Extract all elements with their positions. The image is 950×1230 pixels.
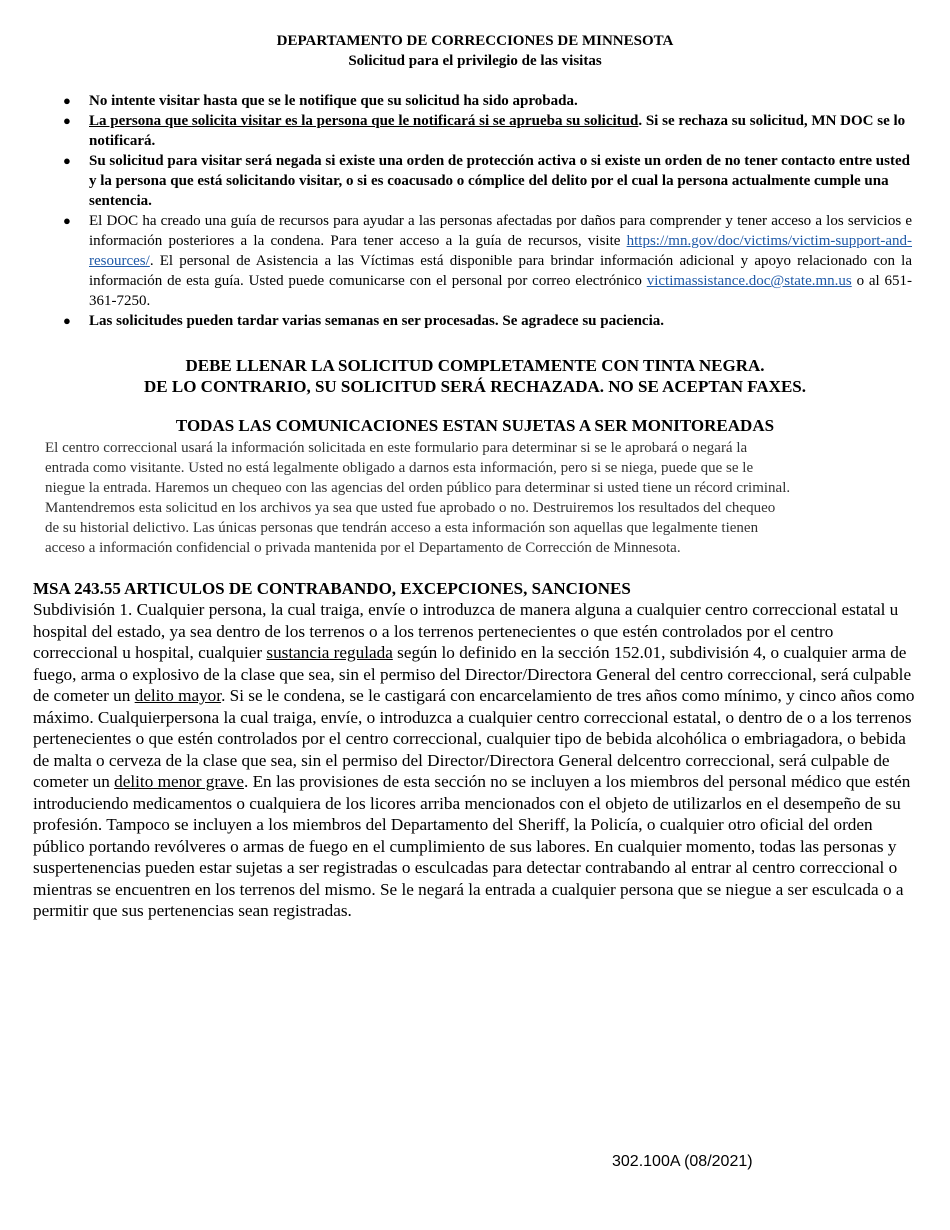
statute-segment: . Si se le condena, se le castigará con encarcelamiento de tres años como mínimo, y cinco años como máximo. Cualquierpersona la cual traiga, envíe, o introduzca a cualquier centro correccional estatal, o dentro de o a los terrenos pertenecientes o que estén controlados por el centro correccional, cualquier tipo de bebida alcohólica o embriagadora, o bebida de malta o cerveza de la clase que sea, sin el permiso del Director/Directora General delcentro correccional, será culpable de cometer un (33, 686, 915, 791)
bullet-icon: ● (63, 93, 71, 108)
bullet-icon: ● (63, 213, 71, 228)
list-item (60, 111, 912, 151)
bullet-text: El DOC ha creado una guía de recursos para ayudar a las personas afectadas por daños para comprender y tener acceso a los servicios e información posteriores a la condena. Para tener acceso a la guía de recursos, visite (89, 213, 912, 249)
form-number: 302.100A (08/2021) (612, 1153, 753, 1170)
bullet-text: . Si se rechaza su solicitud, MN DOC se lo notificará. (89, 113, 906, 149)
form-title: Solicitud para el privilegio de las visitas (348, 53, 602, 69)
list-item (60, 311, 912, 331)
instructions-list (60, 91, 912, 331)
notice-line: de su historial delictivo. Las únicas personas que tendrán acceso a esta información son aquellas que legalmente tienen (45, 520, 759, 536)
bullet-icon: ● (63, 313, 71, 328)
statute-title: MSA 243.55 ARTICULOS DE CONTRABANDO, EXCEPCIONES, SANCIONES (33, 579, 631, 598)
black-ink-warning (0, 355, 950, 397)
resources-guide-link[interactable]: https://mn.gov/doc/victims/victim-support-and-resources/ (89, 233, 913, 269)
bullet-text: Su solicitud para visitar será negada si existe una orden de protección activa o si existe un orden de no tener contacto entre usted y la persona que está solicitando visitar, o si es coacusado o cómplice del delito por el cual la persona actualmente cumple una sentencia. (89, 153, 910, 209)
document-header (0, 31, 950, 71)
bullet-text: No intente visitar hasta que se le notifique que su solicitud ha sido aprobada. (89, 93, 578, 109)
gross-misdemeanor-term: delito menor grave (114, 772, 244, 791)
department-title: DEPARTAMENTO DE CORRECCIONES DE MINNESOTA (276, 33, 674, 49)
monitoring-title: TODAS LAS COMUNICACIONES ESTAN SUJETAS A SER MONITOREADAS (175, 416, 775, 435)
warning-line: DE LO CONTRARIO, SU SOLICITUD SERÁ RECHAZADA. NO SE ACEPTAN FAXES. (143, 377, 806, 396)
felony-term: delito mayor (134, 686, 222, 705)
notice-line: acceso a información confidencial o privada mantenida por el Departamento de Corrección de Minnesota. (45, 540, 681, 556)
statute-segment: según lo definido en la sección 152.01, subdivisión 4, o cualquier arma de fuego, arma o explosivo de la clase que sea, sin el permiso del Director/Directora General del centro correccional, será culpable de cometer un (33, 643, 912, 705)
bullet-text: o al 651-361-7250. (89, 273, 912, 309)
victim-assistance-email-link[interactable]: victimassistance.doc@state.mn.us (646, 273, 852, 289)
bullet-icon: ● (63, 153, 71, 168)
warning-line: DEBE LLENAR LA SOLICITUD COMPLETAMENTE CON TINTA NEGRA. (185, 356, 765, 375)
statute-segment: Subdivisión 1. Cualquier persona, la cual traiga, envíe o introduzca de manera alguna a cualquier centro correccional estatal u hospital del estado, ya sea dentro de los terrenos o a los terrenos pertenecientes o que estén controlados por el centro correccional u hospital, cualquier (33, 600, 899, 662)
notice-line: El centro correccional usará la información solicitada en este formulario para determinar si se le aprobará o negará la (45, 440, 748, 456)
statute-text (33, 599, 915, 922)
list-item (60, 151, 912, 211)
notice-line: niegue la entrada. Haremos un chequeo con las agencias del orden público para determinar si usted tiene un récord criminal. (45, 480, 791, 496)
notice-line: entrada como visitante. Usted no está legalmente obligado a darnos esta información, pero si se niega, puede que se le (45, 460, 754, 476)
list-item (60, 91, 912, 111)
bullet-icon: ● (63, 113, 71, 128)
monitoring-notice (45, 438, 915, 558)
list-item (60, 211, 912, 311)
bullet-text-underlined: La persona que solicita visitar es la persona que le notificará si se aprueba su solicitud (89, 113, 639, 129)
controlled-substance-term: sustancia regulada (266, 643, 393, 662)
bullet-text: . El personal de Asistencia a las Víctimas está disponible para brindar información adicional y apoyo relacionado con la información de esta guía. Usted puede comunicarse con el personal por correo electrónico (89, 253, 912, 289)
notice-line: Mantendremos esta solicitud en los archivos ya sea que usted fue aprobado o no. Destruiremos los resultados del chequeo (45, 500, 776, 516)
bullet-text: Las solicitudes pueden tardar varias semanas en ser procesadas. Se agradece su paciencia. (89, 313, 665, 329)
statute-segment: . En las provisiones de esta sección no se incluyen a los miembros del personal médico que estén introduciendo medicamentos o cualquiera de los licores arriba mencionados con el objeto de utilizarlos en el desempeño de su profesión. Tampoco se incluyen a los miembros del Departamento del Sheriff, la Policía, o cualquier otro oficial del orden público portando revólveres o armas de fuego en el cumplimiento de sus labores. En cualquier momento, todas las personas y suspertenencias pueden estar sujetas a ser registradas o esculcadas para detectar contrabando al entrar al centro correccional o mientras se encuentren en los terrenos del mismo. Se le negará la entrada a cualquier persona que se niegue a ser esculcada o a permitir que sus pertenencias sean registradas. (33, 772, 911, 920)
